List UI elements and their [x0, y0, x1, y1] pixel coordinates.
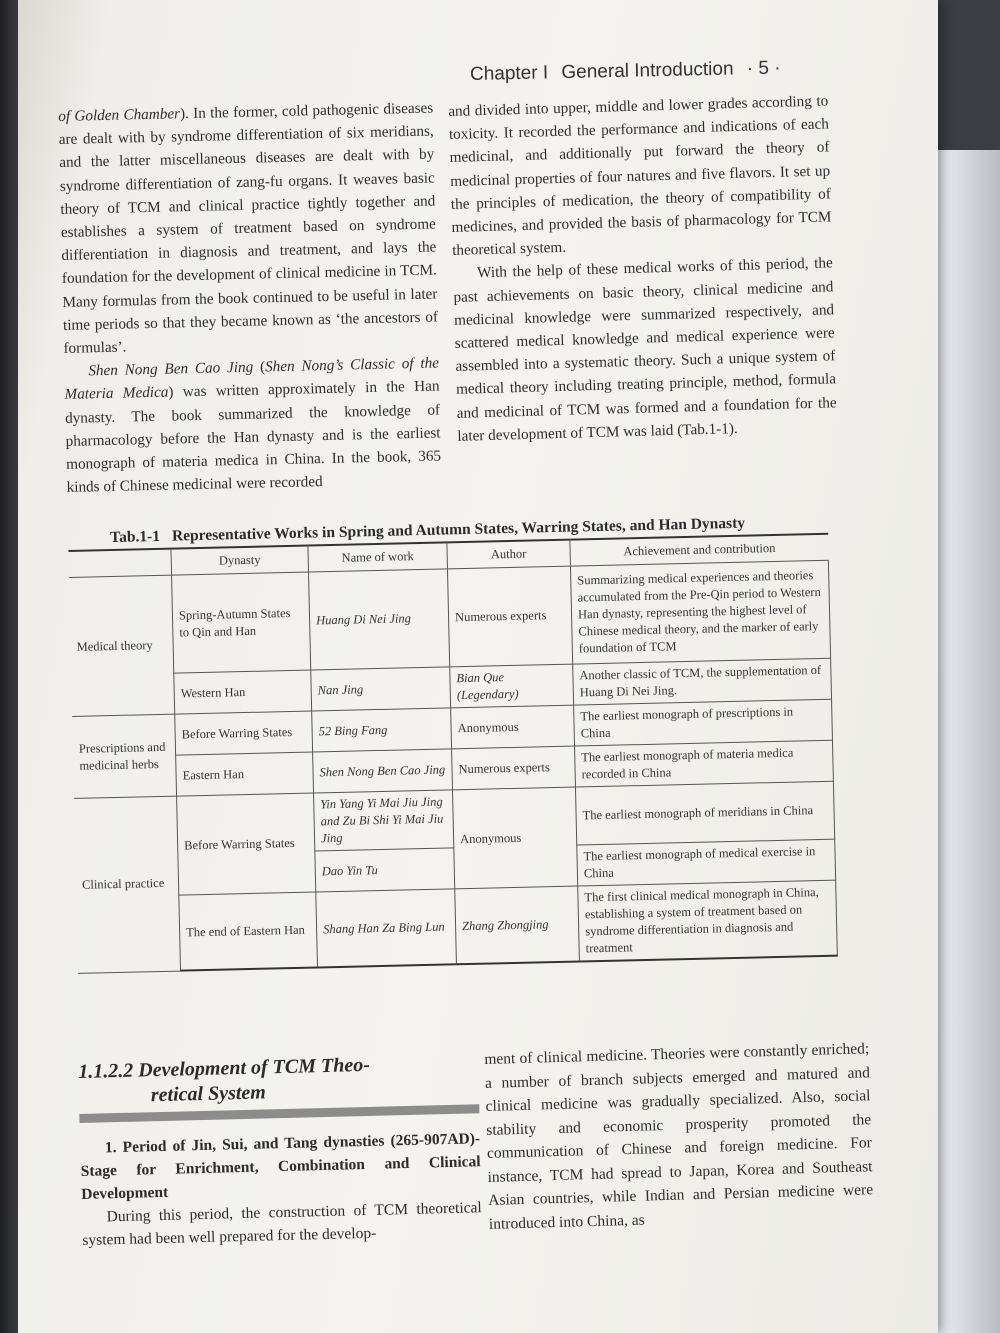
author-cell — [450, 664, 574, 708]
book-title-italic: of Golden Chamber — [58, 105, 181, 125]
author-cell: Anonymous — [451, 705, 575, 749]
achievement-cell: The earliest monograph of materia medica recorded in China — [575, 740, 834, 787]
book-page — [18, 0, 938, 1333]
left-paragraph-1 — [58, 96, 439, 360]
section-heading — [78, 1050, 479, 1110]
table-row — [69, 560, 831, 675]
author-cell: Numerous experts — [452, 746, 576, 790]
running-header — [470, 57, 789, 86]
table-block — [68, 513, 838, 974]
work-cell: Huang Di Nei Jing — [309, 569, 450, 670]
category-medical-theory: Medical theory — [69, 575, 175, 716]
achievement-cell: Another classic of TCM, the supplementation of Huang Di Nei Jing. — [573, 658, 832, 705]
paragraph-text: ) was written approximately in the Han dynasty. The book summarized the knowledge of pharmacology before the Han dynasty and is the earliest monograph of materia medica in China. In the book, 365 kinds of Chinese medicinal were recorded — [64, 377, 442, 497]
achievement-cell: The first clinical medical monograph in China, establishing a system of treatment based on syndrome differentiation in diagnosis and treatment — [578, 880, 838, 961]
author-cell — [455, 886, 580, 964]
page-number: · 5 · — [746, 57, 781, 80]
achievement-cell: Summarizing medical experiences and theories accumulated from the Pre-Qin period to Western Han dynasty, representing the highest level of Chinese medical theory, and the marker of early foundation of TCM — [570, 560, 830, 664]
author-name: Zhang Zhongjing — [461, 916, 549, 933]
header-work: Name of work — [308, 542, 448, 572]
right-paragraph-2: With the help of these medical works of this period, the past achievements on basic theory, clinical medicine and medicinal knowledge were summarized respectively, and scattered medical knowledge and medical experience were assembled into a systematic theory. Such a unique system of medical theory including treating principle, method, formula and medicinal of TCM was formed and a foundation for the later development of TCM was laid (Tab.1-1). — [453, 254, 837, 445]
work-cell: Shen Nong Ben Cao Jing — [313, 749, 453, 793]
author-cell: Anonymous — [452, 787, 577, 889]
header-category — [68, 549, 171, 578]
header-author: Author — [447, 540, 571, 569]
header-dynasty: Dynasty — [171, 546, 309, 576]
dynasty-cell: Before Warring States — [177, 793, 316, 895]
chapter-title: General Introduction — [561, 58, 734, 84]
right-paragraph-1: and divided into upper, middle and lower grades according to toxicity. It recorded the performance and indications of each medicinal, and additionally put forward the theory of medicinal properties of four natures and five flavors. It set up the principles of medication, the theory of compatibility of medicines, and provided the basis of pharmacology for TCM theoretical system. — [448, 92, 832, 260]
section-block — [78, 1050, 483, 1252]
category-prescriptions: Prescriptions and medicinal herbs — [72, 714, 176, 798]
section-heading-line-2: retical System — [150, 1081, 267, 1107]
achievement-cell: The earliest monograph of medical exercise in China — [577, 839, 836, 886]
category-clinical-practice: Clinical practice — [74, 796, 180, 973]
author-cell: Numerous experts — [447, 566, 572, 667]
work-cell: Yin Yang Yi Mai Jiu Jing and Zu Bi Shi Yi Mai Jiu Jing — [314, 790, 454, 851]
table-label: Tab.1-1 — [109, 527, 161, 547]
subsection-heading: 1. Period of Jin, Sui, and Tang dynasties (265-907AD)-Stage for Enrichment, Combination and Clinical Development — [80, 1130, 481, 1203]
subsection-body: During this period, the construction of TCM theoretical system had been well prepared for the develop- — [82, 1199, 482, 1249]
book-title-english-italic: Shen Nong’s Classic of the Materia Medica — [64, 354, 440, 404]
header-achievement: Achievement and contribution — [570, 534, 829, 566]
chapter-label: Chapter I — [469, 62, 549, 85]
left-column — [58, 96, 442, 499]
right-column — [448, 89, 838, 448]
dynasty-cell: The end of Eastern Han — [179, 892, 318, 971]
bottom-right-paragraph: ment of clinical medicine. Theories were constantly enriched; a number of branch subjects emerged and matured and clinical medicine was gradually specialized. Also, social stability and economic prosperity promoted the communication of Chinese and foreign medicine. For instance, TCM had spread to Japan, Korea and Southeast Asian countries, while Indian and Persian medicine were introduced into China, as — [484, 1040, 874, 1233]
author-name: Bian Que (Legendary) — [456, 670, 519, 703]
works-table — [68, 533, 837, 974]
dynasty-cell: Spring-Autumn States to Qin and Han — [172, 572, 311, 673]
table-title: Representative Works in Spring and Autumn States, Warring States, and Han Dynasty — [171, 514, 746, 545]
work-cell: Nan Jing — [311, 667, 451, 711]
work-cell: Dao Yin Tu — [315, 848, 455, 892]
section-heading-line-1: 1.1.2.2 Development of TCM Theo- — [78, 1053, 371, 1083]
left-paragraph-2 — [64, 352, 442, 500]
book-title-italic: Shen Nong Ben Cao Jing — [88, 358, 254, 380]
dynasty-cell: Eastern Han — [176, 752, 314, 796]
paren-text: ( — [252, 358, 266, 376]
paragraph-text: ). In the former, cold pathogenic diseases are dealt with by syndrome differentiation of six meridians, and the latter miscellaneous diseases are dealt with by syndrome differentiation of zang-fu organs. It weaves basic theory of TCM and clinical practice tightly together and establishes a system of treatment based on syndrome differentiation in diagnosis and treatment, and lays the foundation for the development of clinical medicine in TCM. Many formulas from the book continued to be useful in later time periods so that they became known as ‘the ancestors of formulas’. — [58, 99, 439, 357]
achievement-cell: The earliest monograph of prescriptions in China — [574, 699, 833, 746]
dynasty-cell: Before Warring States — [175, 711, 313, 755]
dynasty-cell: Western Han — [174, 670, 312, 714]
achievement-cell: The earliest monograph of meridians in China — [575, 781, 834, 845]
bottom-right-column — [484, 1037, 874, 1236]
work-cell: Shang Han Za Bing Lun — [316, 889, 457, 968]
work-cell: 52 Bing Fang — [312, 708, 452, 752]
table-row — [76, 880, 837, 973]
